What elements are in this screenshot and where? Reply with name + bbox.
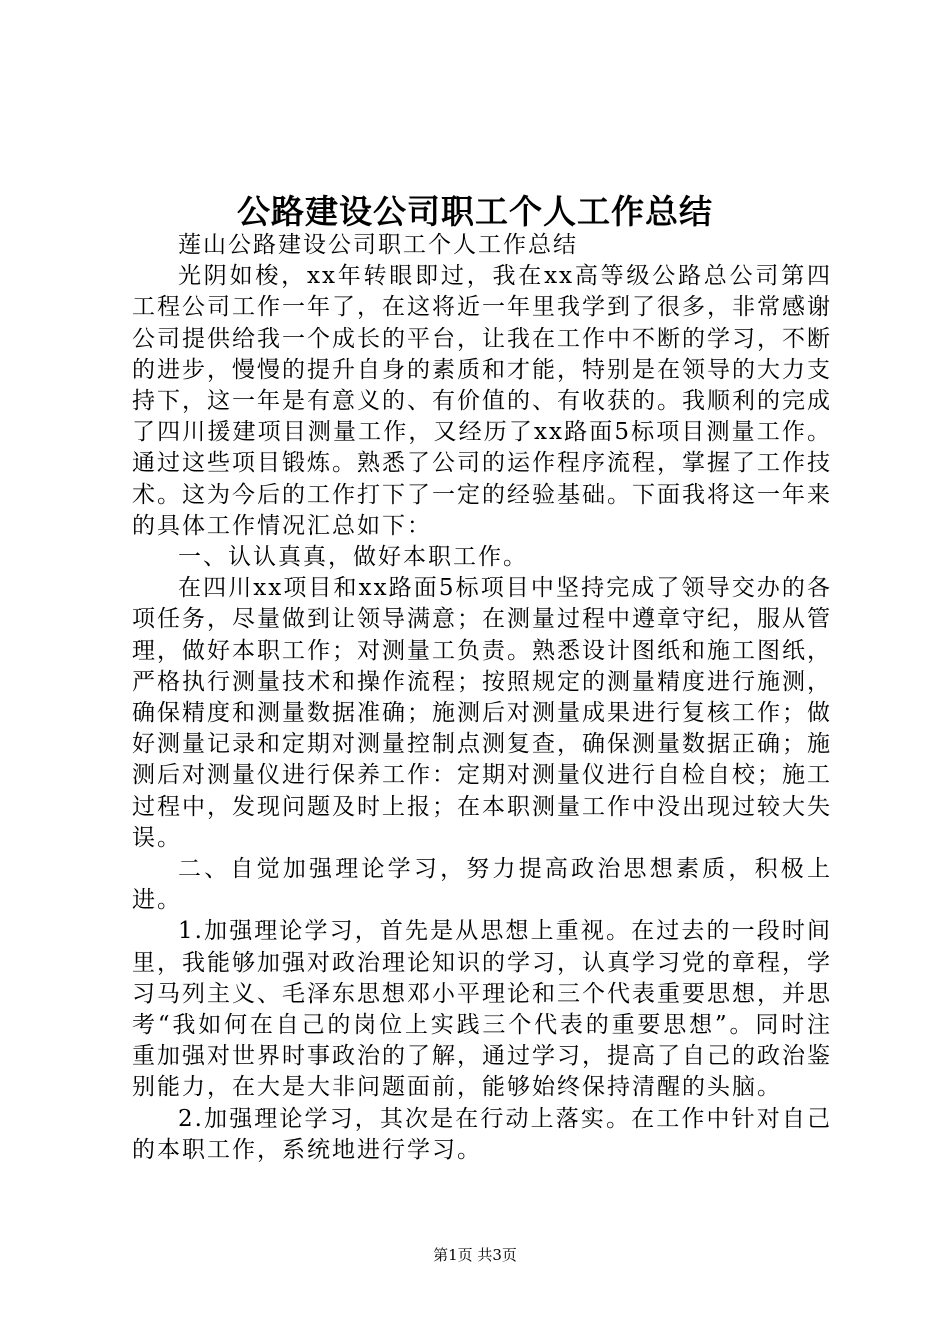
subtitle-paragraph: 莲山公路建设公司职工个人工作总结 bbox=[178, 232, 578, 258]
page-footer: 第1页 共3页 bbox=[433, 1246, 517, 1264]
section-heading-2: 二、自觉加强理论学习，努力提高政治思想素质，积极上进。 bbox=[132, 856, 832, 914]
document-title: 公路建设公司职工个人工作总结 bbox=[237, 192, 713, 231]
document-body bbox=[132, 230, 832, 1166]
intro-paragraph: 光阴如梭，xx年转眼即过，我在xx高等级公路总公司第四工程公司工作一年了，在这将近一年里我学到了很多，非常感谢公司提供给我一个成长的平台，让我在工作中不断的学习，不断的进步，慢慢的提升自身的素质和才能，特别是在领导的大力支持下，这一年是有意义的、有价值的、有收获的。我顺利的完成了四川援建项目测量工作，又经历了xx路面5标项目测量工作。通过这些项目锻炼。熟悉了公司的运作程序流程，掌握了工作技术。这为今后的工作打下了一定的经验基础。下面我将这一年来的具体工作情况汇总如下： bbox=[132, 263, 832, 539]
section-heading-1: 一、认认真真，做好本职工作。 bbox=[178, 544, 528, 571]
section-2-item-2: 2.加强理论学习，其次是在行动上落实。在工作中针对自己的本职工作，系统地进行学习。 bbox=[132, 1105, 832, 1163]
section-2-item-1: 1.加强理论学习，首先是从思想上重视。在过去的一段时间里，我能够加强对政治理论知识的学习，认真学习党的章程，学习马列主义、毛泽东思想邓小平理论和三个代表重要思想，并思考“我如何在自己的岗位上实践三个代表的重要思想”。同时注重加强对世界时事政治的了解，通过学习，提高了自己的政治鉴别能力，在大是大非问题面前，能够始终保持清醒的头脑。 bbox=[132, 918, 832, 1101]
section-1-paragraph: 在四川xx项目和xx路面5标项目中坚持完成了领导交办的各项任务，尽量做到让领导满意；在测量过程中遵章守纪，服从管理，做好本职工作；对测量工负责。熟悉设计图纸和施工图纸，严格执行测量技术和操作流程；按照规定的测量精度进行施测，确保精度和测量数据准确；施测后对测量成果进行复核工作；做好测量记录和定期对测量控制点测复查，确保测量数据正确；施测后对测量仪进行保养工作：定期对测量仪进行自检自校；施工过程中，发现问题及时上报；在本职测量工作中没出现过较大失误。 bbox=[132, 575, 832, 851]
